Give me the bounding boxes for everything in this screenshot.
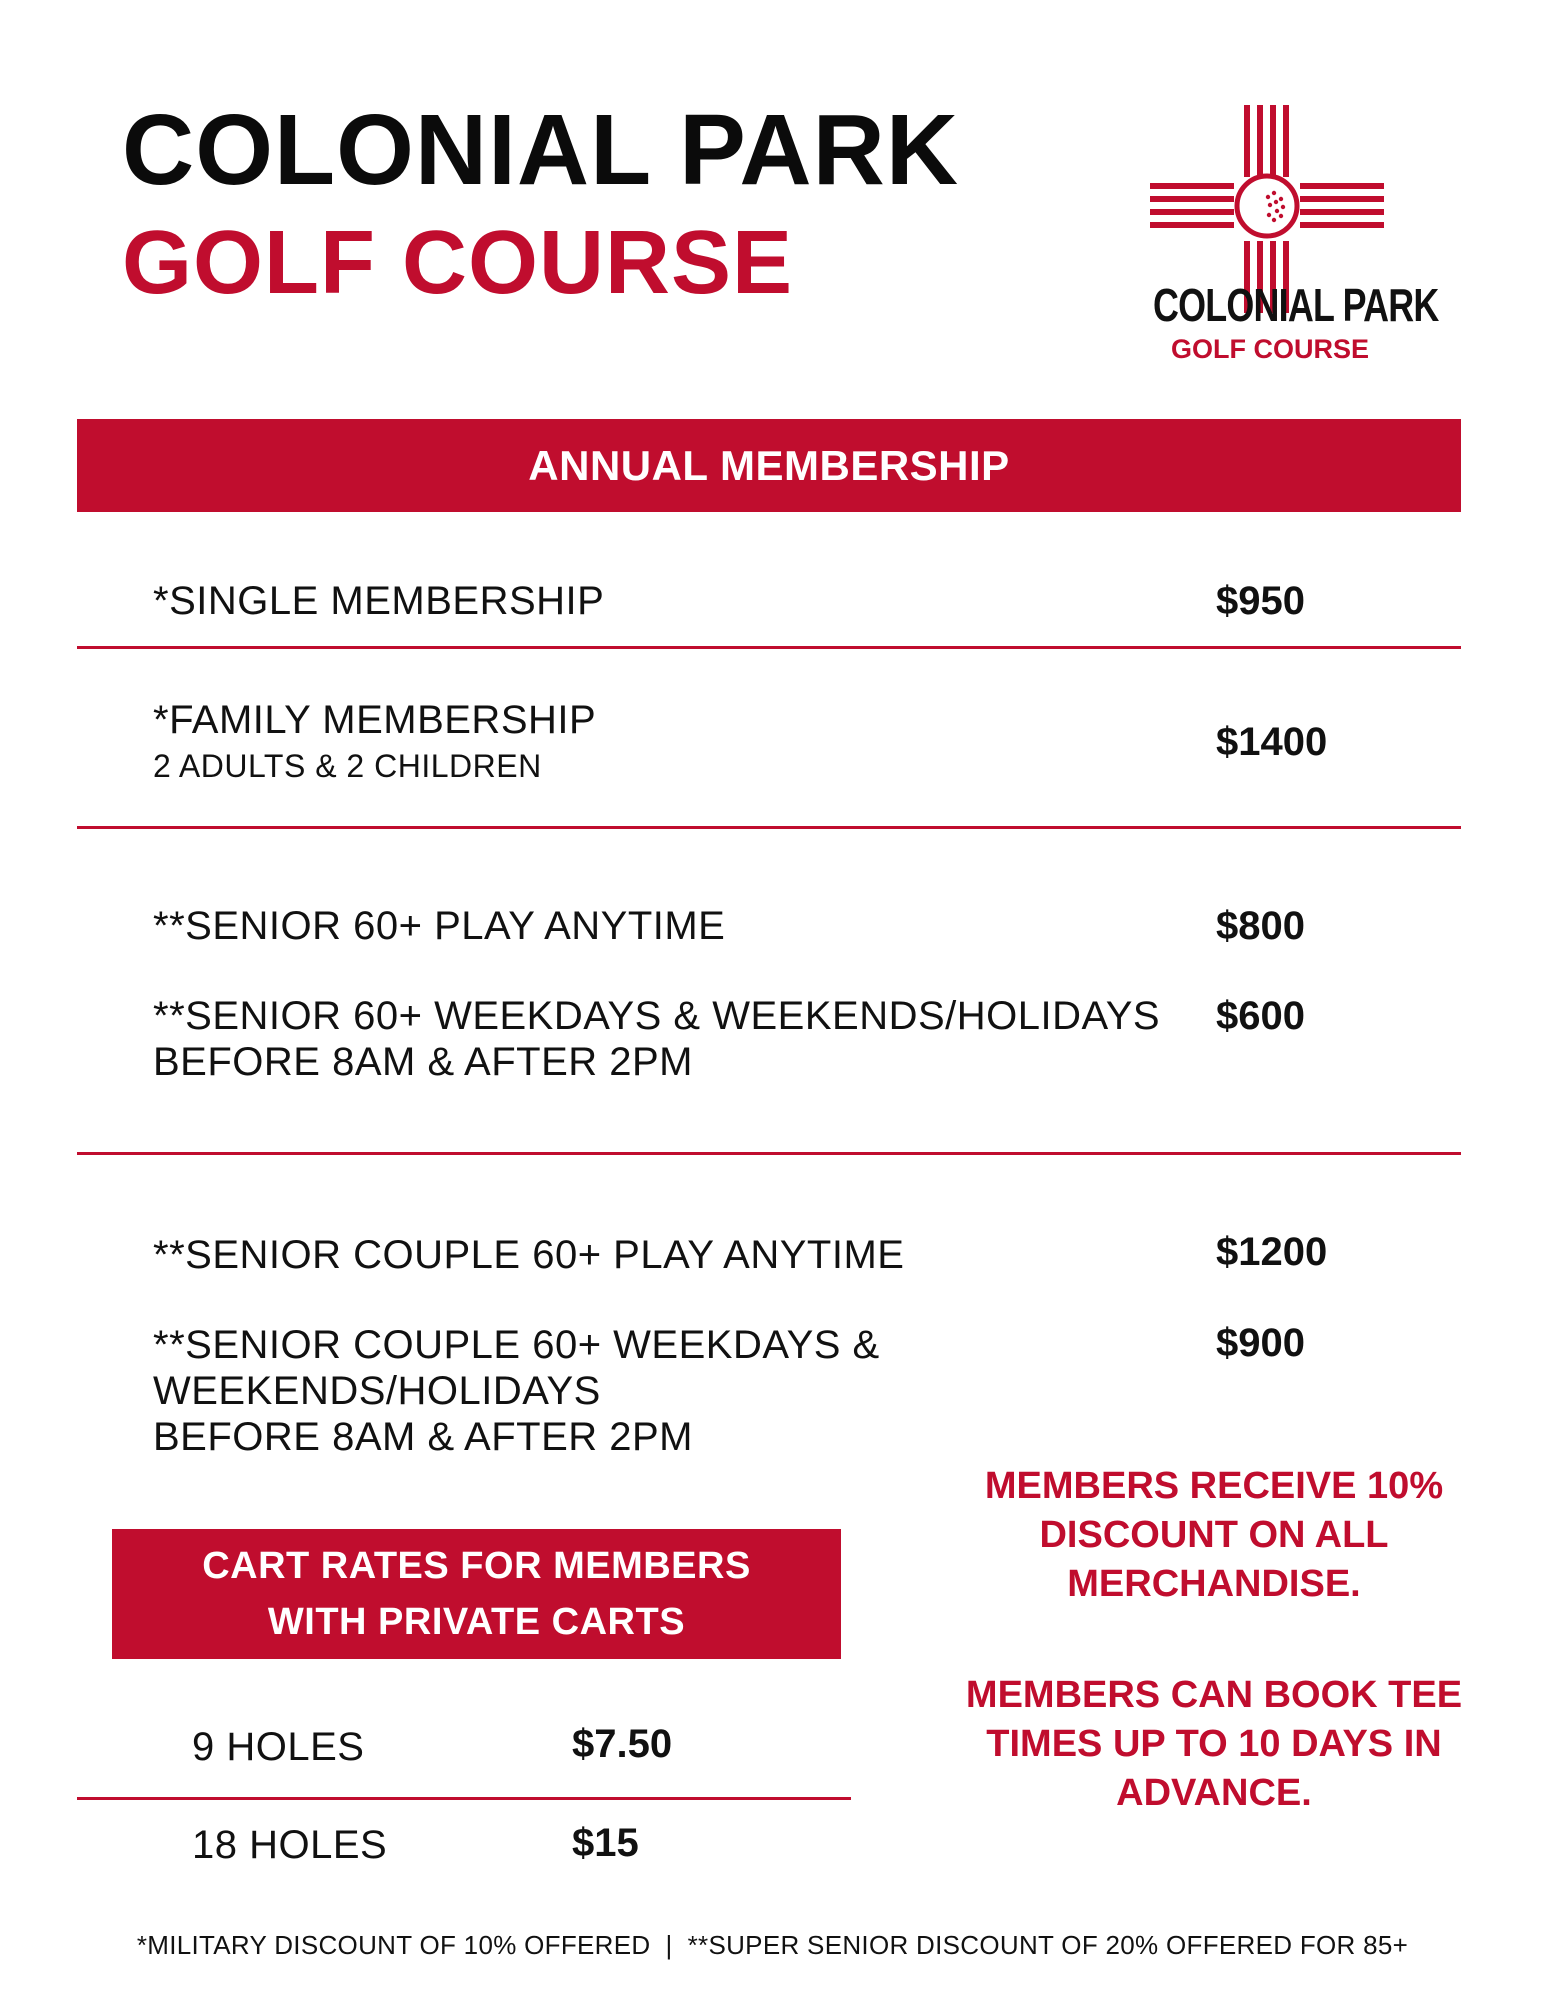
family-membership-label: *FAMILY MEMBERSHIP — [153, 698, 597, 742]
cart-9-holes-price: $7.50 — [572, 1722, 673, 1766]
merchandise-discount-note — [904, 1462, 1524, 1609]
note-line: MEMBERS RECEIVE 10% — [984, 1465, 1444, 1507]
single-membership-label: *SINGLE MEMBERSHIP — [153, 579, 605, 623]
logo-text-line1: COLONIAL PARK — [1153, 279, 1439, 331]
logo-text-line2: GOLF COURSE — [1170, 334, 1369, 364]
single-membership-price: $950 — [1216, 579, 1305, 623]
cart-18-holes-price: $15 — [572, 1821, 639, 1865]
couple-anytime-label: **SENIOR COUPLE 60+ PLAY ANYTIME — [153, 1233, 905, 1277]
note-line: MEMBERS CAN BOOK TEE — [965, 1674, 1463, 1716]
annual-membership-heading: ANNUAL MEMBERSHIP — [77, 419, 1461, 512]
tee-times-note — [904, 1671, 1524, 1818]
divider — [77, 826, 1461, 829]
senior-anytime-label: **SENIOR 60+ PLAY ANYTIME — [153, 904, 726, 948]
couple-anytime-price: $1200 — [1216, 1230, 1328, 1274]
divider — [77, 1152, 1461, 1155]
page-title-line1: COLONIAL PARK — [122, 94, 960, 206]
note-line: ADVANCE. — [1116, 1772, 1312, 1814]
note-line: TIMES UP TO 10 DAYS IN — [986, 1723, 1442, 1765]
senior-limited-price: $600 — [1216, 994, 1305, 1038]
page-title-line2: GOLF COURSE — [122, 213, 794, 313]
couple-limited-label-line1: **SENIOR COUPLE 60+ WEEKDAYS & — [153, 1323, 880, 1367]
cart-9-holes-label: 9 HOLES — [192, 1725, 365, 1769]
divider — [77, 1797, 851, 1800]
cart-rates-heading-line1: CART RATES FOR MEMBERS — [202, 1545, 751, 1587]
couple-limited-label-line3: BEFORE 8AM & AFTER 2PM — [153, 1415, 694, 1459]
cart-18-holes-label: 18 HOLES — [192, 1823, 388, 1867]
footer-discounts: *MILITARY DISCOUNT OF 10% OFFERED | **SUPER SENIOR DISCOUNT OF 20% OFFERED FOR 85+ — [136, 1930, 1409, 1960]
senior-anytime-price: $800 — [1216, 904, 1305, 948]
family-membership-sublabel: 2 ADULTS & 2 CHILDREN — [153, 748, 542, 784]
senior-limited-label-line1: **SENIOR 60+ WEEKDAYS & WEEKENDS/HOLIDAYS — [153, 994, 1161, 1038]
note-line: MERCHANDISE. — [1067, 1563, 1361, 1605]
cart-rates-heading — [112, 1529, 841, 1659]
couple-limited-price: $900 — [1216, 1321, 1305, 1365]
couple-limited-label-line2: WEEKENDS/HOLIDAYS — [153, 1369, 601, 1413]
divider — [77, 646, 1461, 649]
senior-limited-label-line2: BEFORE 8AM & AFTER 2PM — [153, 1040, 694, 1084]
note-line: DISCOUNT ON ALL — [1039, 1514, 1389, 1556]
cart-rates-heading-line2: WITH PRIVATE CARTS — [267, 1601, 686, 1643]
family-membership-price: $1400 — [1216, 720, 1328, 764]
